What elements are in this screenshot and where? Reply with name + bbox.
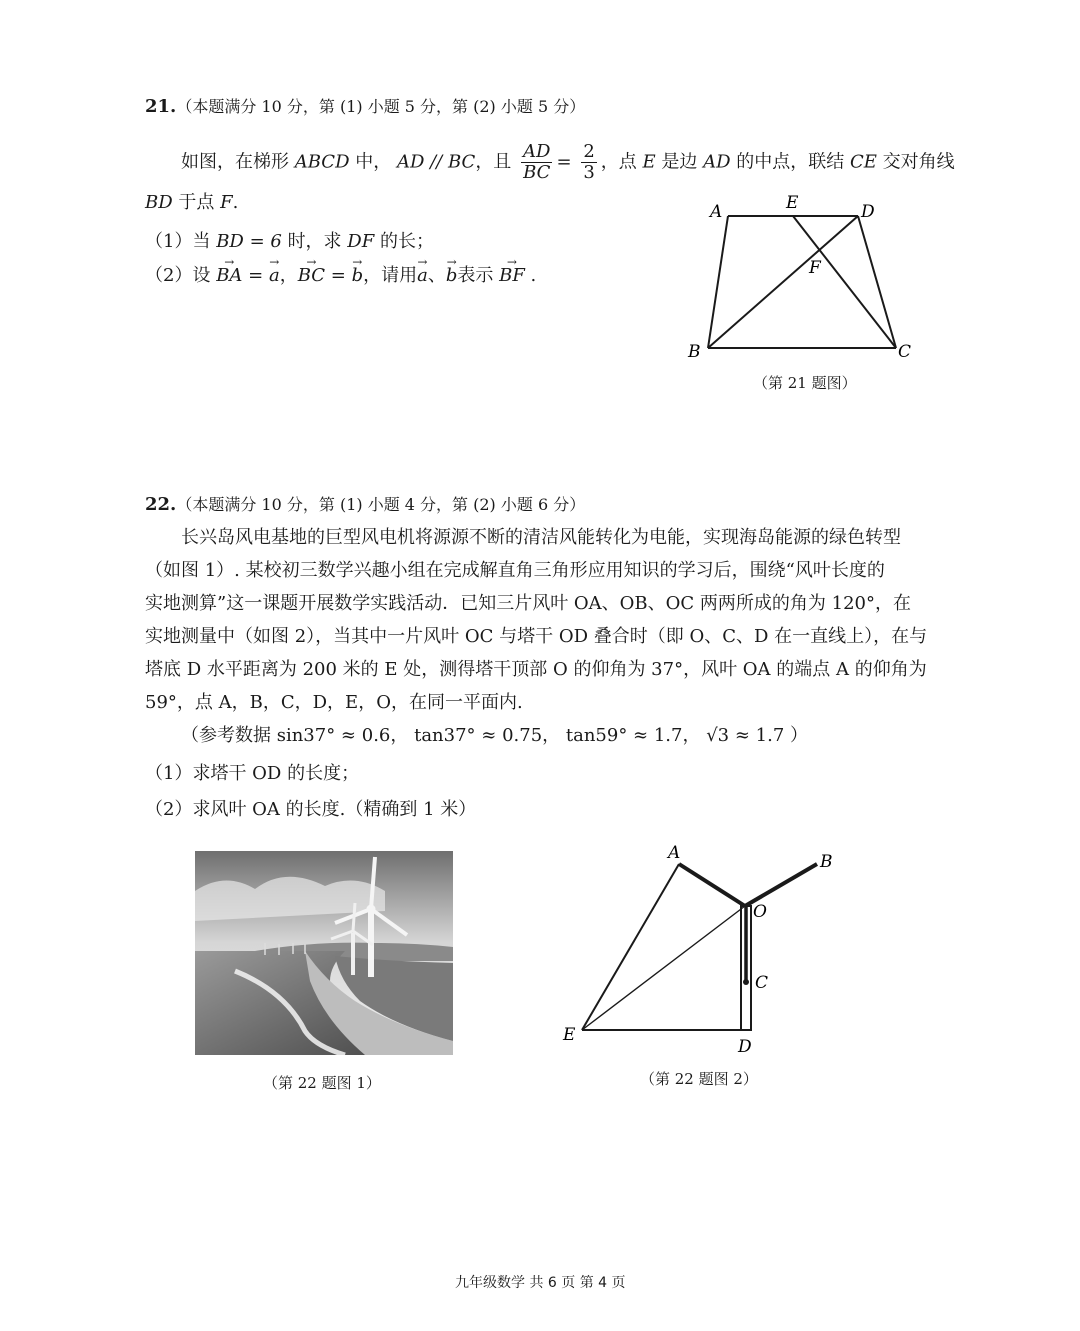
q22-score-header: （本题满分 10 分，第 (1) 小题 4 分，第 (2) 小题 6 分） — [176, 495, 586, 514]
wind-turbine-photo — [195, 851, 453, 1055]
vector-a: → a — [417, 263, 428, 289]
label-e: E — [786, 193, 799, 213]
q22-heading — [145, 492, 585, 518]
segment-bd — [708, 216, 858, 348]
q21-text: ，且 — [475, 151, 512, 173]
q22-paragraph-line4: 实地测量中（如图 2），当其中一片风叶 OC 与塔干 OD 叠合时（即 O、C、D 在一直线上），在与 — [145, 626, 928, 647]
q21-bd: BD — [145, 192, 173, 213]
q21-figure-caption: （第 21 题图） — [753, 374, 857, 392]
q22-paragraph-line6: 59°，点 A，B，C，D，E，O，在同一平面内. — [145, 692, 523, 713]
comma: ， — [279, 265, 298, 286]
label-b: B — [688, 342, 701, 362]
q22-paragraph-line1: 长兴岛风电基地的巨型风电机将源源不断的清洁风能转化为电能，实现海岛能源的绿色转型 — [181, 527, 901, 548]
q22-paragraph-line5: 塔底 D 水平距离为 200 米的 E 处，测得塔干顶部 O 的仰角为 37°，风叶 OA 的端点 A 的仰角为 — [145, 659, 927, 680]
q21-heading — [145, 94, 585, 120]
sep: 、 — [427, 265, 446, 286]
q22-number: 22. — [145, 494, 177, 515]
vector-bf: → BF — [499, 263, 525, 289]
point-c — [743, 979, 749, 985]
sub2-mid: ，请用 — [363, 265, 418, 286]
q21-score-header: （本题满分 10 分，第 (1) 小题 5 分，第 (2) 小题 5 分） — [176, 97, 586, 116]
frac-denominator: 3 — [583, 162, 595, 183]
q21-subquestion-2 — [145, 263, 536, 289]
q21-text: 交对角线 — [882, 151, 955, 173]
sub1-prefix: （1）当 — [145, 231, 211, 252]
q21-stem-line2 — [145, 190, 238, 216]
sub2-show: 表示 — [457, 265, 494, 286]
label-e: E — [563, 1025, 576, 1045]
blade-oa — [679, 864, 745, 906]
segment-dc — [858, 216, 896, 348]
q22-reference-data: （参考数据 sin37° ≈ 0.6， tan37° ≈ 0.75， tan59° ≈ 1.7， √3 ≈ 1.7 ） — [181, 725, 809, 746]
q22-figure2-caption: （第 22 题图 2） — [640, 1070, 758, 1088]
vector-ba: → BA — [216, 263, 242, 289]
q21-ad: AD — [703, 151, 731, 173]
frac-denominator: BC — [523, 162, 551, 183]
label-c: C — [898, 342, 912, 362]
label-a: A — [710, 202, 723, 222]
sub2-end: . — [524, 265, 537, 286]
q21-subquestion-1 — [145, 229, 434, 255]
q21-text: 如图，在梯形 — [181, 151, 289, 173]
segment-ea — [582, 864, 679, 1030]
label-d: D — [738, 1037, 752, 1057]
q21-text: . — [232, 192, 239, 213]
q21-fraction-2-3 — [581, 142, 596, 183]
segment-eo — [582, 906, 745, 1030]
q21-text: 是边 — [661, 151, 698, 173]
q22-geometry-figure — [555, 840, 845, 1060]
q21-f: F — [220, 192, 233, 213]
q21-trapezoid-figure — [670, 190, 930, 370]
label-o: O — [753, 902, 767, 922]
sub1-mid: 时，求 — [287, 231, 342, 252]
frac-numerator: 2 — [583, 141, 595, 162]
sub1-df: DF — [347, 231, 375, 252]
q21-stem-line1 — [181, 142, 955, 183]
q21-fraction-ad-bc — [521, 142, 552, 183]
vector-a: → a — [269, 263, 280, 289]
eq: = — [325, 265, 352, 286]
q21-text: ，点 — [600, 151, 637, 173]
q21-parallel: AD // BC — [396, 151, 476, 173]
sub1-end: 的长； — [379, 231, 434, 252]
label-a: A — [668, 843, 681, 863]
q21-abcd: ABCD — [294, 151, 350, 173]
label-d: D — [861, 202, 875, 222]
blade-ob — [745, 864, 817, 906]
q21-ce: CE — [850, 151, 877, 173]
vector-b: → b — [446, 263, 458, 289]
vector-b: → b — [352, 263, 364, 289]
q22-paragraph-line3: 实地测算”这一课题开展数学实践活动．已知三片风叶 OA、OB、OC 两两所成的角为 120°，在 — [145, 593, 911, 614]
q22-figure1-caption: （第 22 题图 1） — [263, 1074, 381, 1092]
q22-paragraph-line2: （如图 1）. 某校初三数学兴趣小组在完成解直角三角形应用知识的学习后，围绕“风叶长度的 — [145, 560, 885, 581]
frac-numerator: AD — [523, 141, 551, 162]
page-footer: 九年级数学 共 6 页 第 4 页 — [455, 1275, 626, 1291]
q21-number: 21. — [145, 96, 177, 117]
q22-subquestion-1: （1）求塔干 OD 的长度； — [145, 763, 360, 784]
vector-bc: → BC — [298, 263, 325, 289]
q22-subquestion-2: （2）求风叶 OA 的长度.（精确到 1 米） — [145, 799, 477, 820]
q21-text: 中， — [355, 151, 392, 173]
segment-ab — [708, 216, 728, 348]
label-f: F — [809, 258, 821, 278]
segment-ce — [793, 216, 896, 348]
q21-text: 的中点，联结 — [736, 151, 845, 173]
label-b: B — [820, 852, 833, 872]
sub2-prefix: （2）设 — [145, 265, 211, 286]
q21-e: E — [642, 151, 656, 173]
q21-text: 于点 — [178, 192, 215, 213]
label-c: C — [755, 973, 769, 993]
sub1-expr: BD = 6 — [216, 231, 282, 252]
q21-eq: = — [556, 151, 572, 173]
eq: = — [242, 265, 269, 286]
